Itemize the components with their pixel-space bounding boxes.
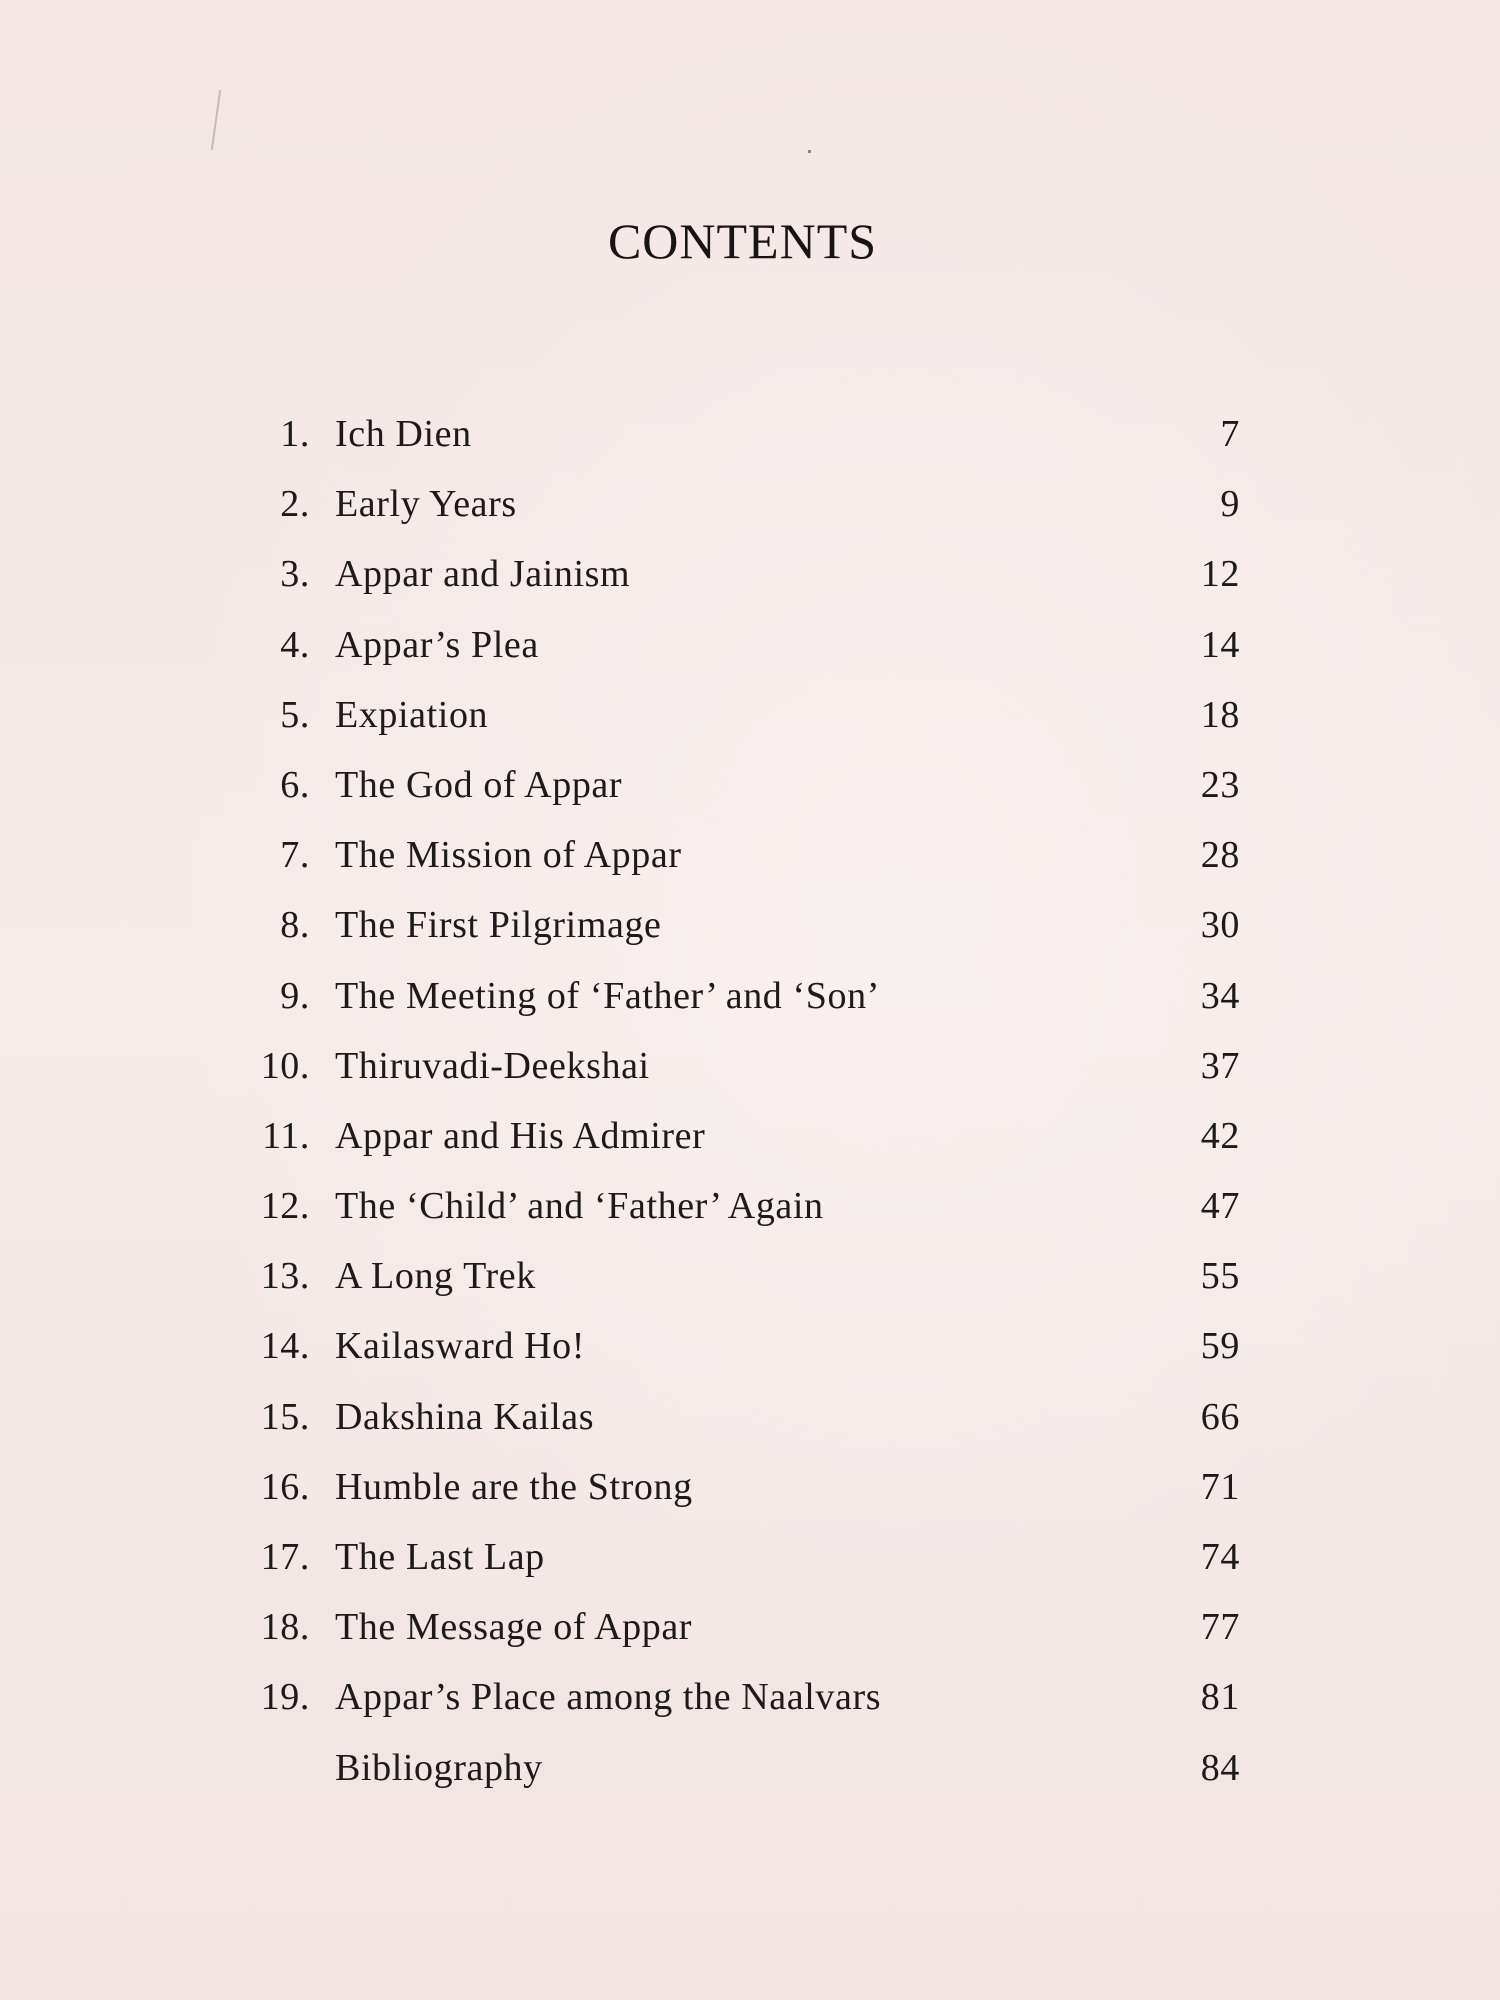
toc-entry [240, 615, 1240, 685]
toc-entry [240, 1738, 1240, 1808]
entry-title: The ‘Child’ and ‘Father’ Again [335, 1185, 824, 1228]
entry-page: 18 [1200, 693, 1240, 736]
entry-title: Thiruvadi-Deekshai [335, 1044, 650, 1087]
entry-number: 5. [280, 693, 310, 736]
entry-number: 11. [262, 1114, 310, 1157]
toc-entry [240, 1106, 1240, 1176]
entry-number: 10. [260, 1044, 310, 1087]
entry-number: 8. [280, 904, 310, 947]
entry-number: 17. [260, 1536, 310, 1578]
entry-page: 81 [1200, 1676, 1240, 1719]
toc-entry [240, 685, 1240, 755]
entry-title: Appar and Jainism [335, 553, 631, 596]
entry-number: 2. [280, 483, 310, 526]
entry-title: Dakshina Kailas [335, 1395, 595, 1438]
entry-page: 66 [1200, 1395, 1240, 1438]
entry-title: The First Pilgrimage [335, 904, 662, 947]
entry-title: Appar’s Place among the Naalvars [335, 1676, 882, 1719]
entry-number: 6. [280, 763, 310, 806]
entry-title: Kailasward Ho! [335, 1325, 586, 1368]
entry-title: Ich Dien [335, 413, 472, 455]
entry-title: Appar’s Plea [335, 623, 539, 666]
entry-page: 47 [1200, 1185, 1240, 1228]
toc-entry [240, 1527, 1240, 1597]
ink-speck [808, 150, 811, 153]
entry-page: 55 [1200, 1255, 1240, 1298]
entry-page: 23 [1200, 763, 1240, 806]
entry-number: 3. [280, 553, 310, 596]
toc-entry [240, 895, 1240, 965]
entry-number: 15. [260, 1395, 310, 1438]
entry-page: 28 [1200, 834, 1240, 877]
toc-entry [240, 404, 1240, 474]
toc-entry [240, 755, 1240, 825]
toc-entry [240, 1457, 1240, 1527]
toc-entry [240, 1036, 1240, 1106]
entry-number: 19. [260, 1676, 310, 1719]
entry-page: 74 [1200, 1536, 1240, 1578]
entry-number: 9. [280, 974, 310, 1017]
toc-entry [240, 1246, 1240, 1316]
ink-speck [211, 90, 221, 150]
entry-page: 34 [1200, 974, 1240, 1017]
entry-title: The Mission of Appar [335, 834, 682, 877]
toc-entry [240, 1667, 1240, 1737]
entry-title: The Meeting of ‘Father’ and ‘Son’ [335, 974, 880, 1017]
entry-title: Bibliography [335, 1746, 543, 1789]
entry-number: 1. [280, 413, 310, 455]
entry-page: 37 [1200, 1044, 1240, 1087]
entry-title: Appar and His Admirer [335, 1114, 706, 1157]
entry-page: 71 [1200, 1465, 1240, 1508]
entry-number: 13. [260, 1255, 310, 1298]
entry-page: 7 [1220, 413, 1240, 455]
toc-entry [240, 1387, 1240, 1457]
entry-page: 12 [1200, 553, 1240, 596]
entry-page: 30 [1200, 904, 1240, 947]
entry-title: Expiation [335, 693, 489, 736]
page-title: CONTENTS [607, 212, 878, 269]
entry-title: The Message of Appar [335, 1606, 693, 1649]
entry-title: Early Years [335, 483, 517, 526]
entry-page: 77 [1200, 1606, 1240, 1649]
entry-number: 18. [260, 1606, 310, 1649]
toc-entry [240, 1316, 1240, 1386]
entry-number: 12. [260, 1185, 310, 1228]
entry-page: 42 [1200, 1114, 1240, 1157]
entry-page: 84 [1200, 1746, 1240, 1789]
entry-number: 4. [280, 623, 310, 666]
toc-entry [240, 825, 1240, 895]
toc-entry [240, 966, 1240, 1036]
toc-entry [240, 544, 1240, 614]
table-of-contents [240, 404, 1240, 1808]
toc-entry [240, 1597, 1240, 1667]
entry-number: 14. [260, 1325, 310, 1368]
entry-page: 59 [1200, 1325, 1240, 1368]
toc-entry [240, 1176, 1240, 1246]
entry-number: 16. [260, 1465, 310, 1508]
entry-title: The Last Lap [335, 1536, 545, 1578]
entry-page: 14 [1200, 623, 1240, 666]
toc-entry [240, 474, 1240, 544]
entry-title: Humble are the Strong [335, 1465, 693, 1508]
entry-number: 7. [280, 834, 310, 877]
entry-title: The God of Appar [335, 763, 623, 806]
entry-page: 9 [1220, 483, 1240, 526]
entry-title: A Long Trek [335, 1255, 536, 1298]
